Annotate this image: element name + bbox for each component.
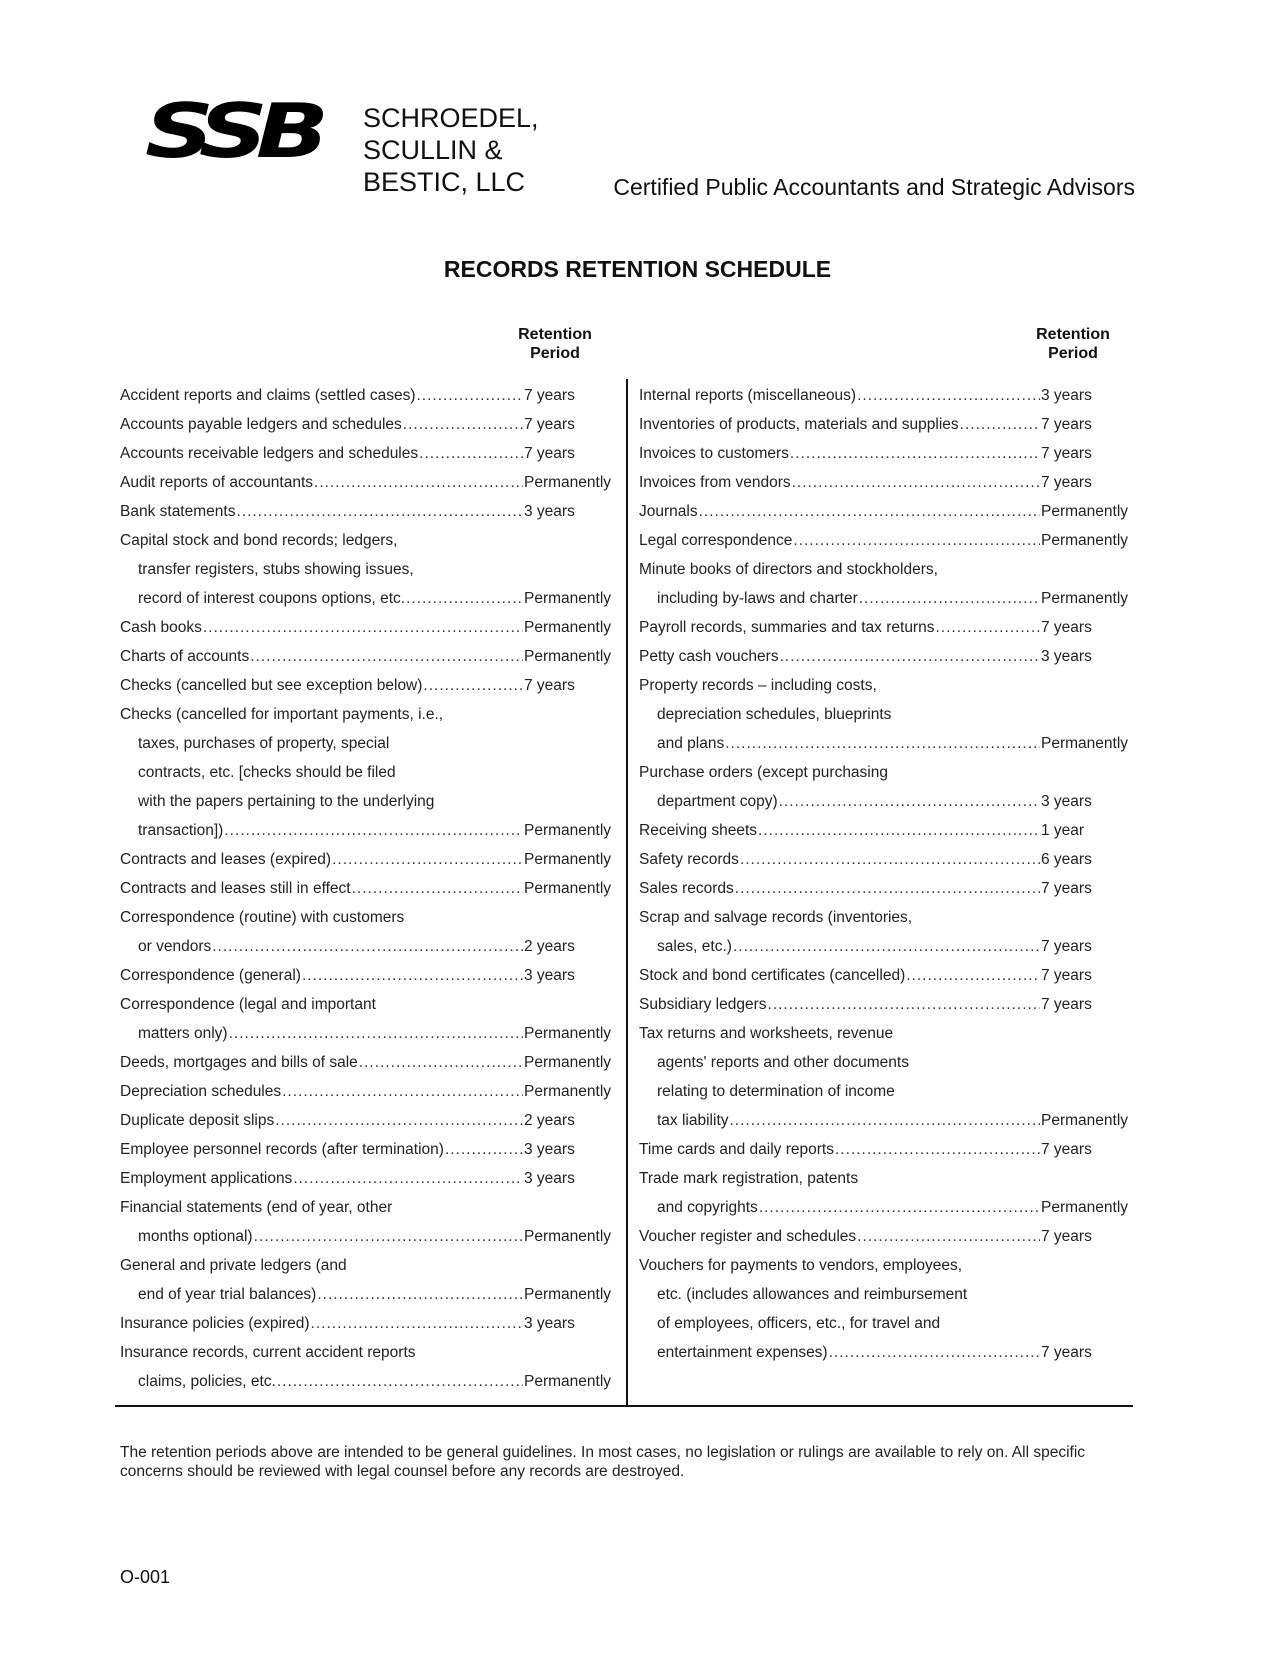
- record-type-label: Scrap and salvage records (inventories,: [639, 909, 913, 926]
- record-type-label: Payroll records, summaries and tax returns: [639, 619, 935, 636]
- record-type-label: transaction]): [138, 822, 224, 839]
- dot-leader: [332, 851, 523, 869]
- dot-leader: [790, 445, 1040, 463]
- firm-name: [363, 102, 563, 198]
- retention-period-value: 3 years: [1041, 648, 1092, 665]
- record-type-label: Sales records: [639, 880, 734, 897]
- record-type-label: Checks (cancelled for important payments, i.e.,: [120, 706, 444, 723]
- firm-tagline: Certified Public Accountants and Strategic Advisors: [613, 174, 1135, 200]
- record-type-label: Contracts and leases (expired): [120, 851, 332, 868]
- record-type-label: end of year trial balances): [138, 1286, 317, 1303]
- record-type-label: Depreciation schedules: [120, 1083, 282, 1100]
- retention-period-value: Permanently: [524, 1373, 612, 1390]
- table-row: [639, 503, 1137, 532]
- dot-leader: [733, 938, 1040, 956]
- retention-period-value: Permanently: [524, 880, 612, 897]
- table-row: [120, 1112, 620, 1141]
- record-type-label: Correspondence (legal and important: [120, 996, 376, 1013]
- table-row: [120, 735, 620, 764]
- retention-period-header-line: Retention: [518, 326, 592, 343]
- document-title: RECORDS RETENTION SCHEDULE: [443, 256, 832, 282]
- dot-leader: [212, 938, 523, 956]
- retention-period-header-line: Retention: [1036, 326, 1110, 343]
- record-type-label: Correspondence (routine) with customers: [120, 909, 405, 926]
- table-row: [120, 793, 620, 822]
- table-row: [120, 851, 620, 880]
- record-type-label: taxes, purchases of property, special: [138, 735, 390, 752]
- dot-leader: [317, 1286, 523, 1304]
- table-row: [639, 822, 1137, 851]
- dot-leader: [293, 1170, 523, 1188]
- table-row: [639, 532, 1137, 561]
- record-type-label: Purchase orders (except purchasing: [639, 764, 888, 781]
- dot-leader: [935, 619, 1040, 637]
- dot-leader: [277, 1373, 523, 1391]
- record-type-label: record of interest coupons options, etc.: [138, 590, 406, 607]
- dot-leader: [829, 1344, 1040, 1362]
- table-row: [120, 1025, 620, 1054]
- firm-name-line: SCULLIN &: [363, 135, 503, 165]
- record-type-label: Invoices to customers: [639, 445, 789, 462]
- table-row: [120, 1344, 620, 1373]
- retention-period-value: 7 years: [1041, 474, 1092, 491]
- dot-leader: [759, 1199, 1040, 1217]
- table-row: [639, 1025, 1137, 1054]
- retention-period-value: 7 years: [1041, 1228, 1092, 1245]
- table-row: [639, 996, 1137, 1025]
- record-type-label: Voucher register and schedules: [639, 1228, 857, 1245]
- dot-leader: [229, 1025, 523, 1043]
- dot-leader: [406, 590, 523, 608]
- firm-name-line: SCHROEDEL,: [363, 103, 539, 133]
- retention-period-value: Permanently: [1041, 735, 1129, 752]
- table-row: [639, 1054, 1137, 1083]
- retention-period-value: 7 years: [1041, 445, 1092, 462]
- table-row: [639, 1286, 1137, 1315]
- table-row: [639, 909, 1137, 938]
- record-type-label: Safety records: [639, 851, 739, 868]
- dot-leader: [236, 503, 523, 521]
- retention-period-value: Permanently: [1041, 590, 1129, 607]
- dot-leader: [793, 532, 1040, 550]
- retention-period-value: 7 years: [524, 416, 575, 433]
- record-type-label: Minute books of directors and stockholders,: [639, 561, 938, 578]
- record-type-label: contracts, etc. [checks should be filed: [138, 764, 396, 781]
- retention-period-value: Permanently: [524, 851, 612, 868]
- dot-leader: [250, 648, 523, 666]
- record-type-label: Employee personnel records (after termination): [120, 1141, 444, 1158]
- retention-period-value: Permanently: [1041, 1199, 1129, 1216]
- record-type-label: Insurance policies (expired): [120, 1315, 310, 1332]
- form-code: O-001: [120, 1567, 171, 1587]
- record-type-label: depreciation schedules, blueprints: [657, 706, 892, 723]
- table-row: [639, 1141, 1137, 1170]
- table-row: [639, 416, 1137, 445]
- record-type-label: Invoices from vendors: [639, 474, 791, 491]
- column-divider: [626, 379, 628, 1407]
- retention-period-value: Permanently: [1041, 1112, 1129, 1129]
- retention-period-value: Permanently: [524, 1286, 612, 1303]
- table-row: [120, 416, 620, 445]
- retention-period-value: 3 years: [524, 503, 575, 520]
- table-row: [120, 880, 620, 909]
- retention-period-value: Permanently: [524, 648, 612, 665]
- retention-period-value: 3 years: [1041, 387, 1092, 404]
- table-row: [120, 1083, 620, 1112]
- record-type-label: Vouchers for payments to vendors, employees,: [639, 1257, 963, 1274]
- retention-period-value: 6 years: [1041, 851, 1092, 868]
- table-row: [639, 445, 1137, 474]
- record-type-label: Correspondence (general): [120, 967, 301, 984]
- dot-leader: [311, 1315, 523, 1333]
- retention-period-header-line: Period: [530, 345, 580, 362]
- dot-leader: [403, 416, 523, 434]
- retention-period-header-right: [1013, 325, 1133, 363]
- retention-period-value: 7 years: [524, 387, 575, 404]
- retention-period-value: 2 years: [524, 1112, 575, 1129]
- table-row: [120, 1199, 620, 1228]
- dot-leader: [352, 880, 523, 898]
- record-type-label: Tax returns and worksheets, revenue: [639, 1025, 894, 1042]
- retention-period-value: Permanently: [524, 474, 612, 491]
- record-type-label: tax liability: [657, 1112, 729, 1129]
- retention-period-value: Permanently: [524, 1083, 612, 1100]
- dot-leader: [857, 1228, 1040, 1246]
- record-type-label: Insurance records, current accident reports: [120, 1344, 416, 1361]
- table-row: [639, 561, 1137, 590]
- table-row: [639, 793, 1137, 822]
- dot-leader: [282, 1083, 523, 1101]
- table-row: [120, 706, 620, 735]
- table-row: [120, 561, 620, 590]
- record-type-label: agents' reports and other documents: [657, 1054, 909, 1071]
- retention-period-value: Permanently: [524, 1054, 612, 1071]
- retention-period-value: 3 years: [524, 1315, 575, 1332]
- retention-period-value: 3 years: [524, 967, 575, 984]
- dot-leader: [416, 387, 523, 405]
- record-type-label: months optional): [138, 1228, 253, 1245]
- table-row: [639, 764, 1137, 793]
- table-row: [120, 677, 620, 706]
- table-row: [120, 445, 620, 474]
- record-type-label: Charts of accounts: [120, 648, 250, 665]
- record-type-label: Bank statements: [120, 503, 236, 520]
- record-type-label: Capital stock and bond records; ledgers,: [120, 532, 398, 549]
- record-type-label: Stock and bond certificates (cancelled): [639, 967, 906, 984]
- table-row: [120, 590, 620, 619]
- retention-period-value: 2 years: [524, 938, 575, 955]
- record-type-label: Accounts payable ledgers and schedules: [120, 416, 402, 433]
- retention-period-value: 7 years: [1041, 880, 1092, 897]
- record-type-label: Property records – including costs,: [639, 677, 877, 694]
- table-row: [639, 1083, 1137, 1112]
- record-type-label: Time cards and daily reports: [639, 1141, 834, 1158]
- record-type-label: Journals: [639, 503, 698, 520]
- table-row: [120, 1170, 620, 1199]
- logo-mark: SSB: [145, 87, 318, 176]
- record-type-label: Inventories of products, materials and supplies: [639, 416, 959, 433]
- table-row: [639, 880, 1137, 909]
- table-row: [639, 648, 1137, 677]
- table-row: [639, 1257, 1137, 1286]
- retention-period-header-left: [495, 325, 615, 363]
- table-row: [639, 735, 1137, 764]
- table-row: [639, 706, 1137, 735]
- table-row: [120, 1373, 620, 1402]
- retention-period-value: 7 years: [524, 445, 575, 462]
- dot-leader: [740, 851, 1040, 869]
- record-type-label: Financial statements (end of year, other: [120, 1199, 393, 1216]
- record-type-label: Subsidiary ledgers: [639, 996, 767, 1013]
- dot-leader: [792, 474, 1040, 492]
- dot-leader: [768, 996, 1040, 1014]
- retention-period-value: Permanently: [524, 1228, 612, 1245]
- retention-table: [115, 387, 1133, 1407]
- table-row: [639, 619, 1137, 648]
- table-row: [120, 1054, 620, 1083]
- retention-period-value: 7 years: [1041, 938, 1092, 955]
- retention-period-value: 7 years: [1041, 619, 1092, 636]
- record-type-label: Deeds, mortgages and bills of sale: [120, 1054, 358, 1071]
- retention-period-value: 7 years: [1041, 416, 1092, 433]
- right-column: [639, 387, 1137, 1373]
- dot-leader: [275, 1112, 523, 1130]
- dot-leader: [859, 590, 1040, 608]
- dot-leader: [419, 445, 523, 463]
- dot-leader: [835, 1141, 1040, 1159]
- table-row: [120, 967, 620, 996]
- retention-period-value: 3 years: [524, 1141, 575, 1158]
- retention-period-value: 3 years: [1041, 793, 1092, 810]
- dot-leader: [203, 619, 523, 637]
- table-row: [120, 387, 620, 416]
- record-type-label: of employees, officers, etc., for travel and: [657, 1315, 941, 1332]
- table-row: [120, 938, 620, 967]
- table-row: [120, 1141, 620, 1170]
- dot-leader: [359, 1054, 523, 1072]
- retention-period-value: Permanently: [1041, 503, 1129, 520]
- table-row: [120, 474, 620, 503]
- table-row: [120, 909, 620, 938]
- table-row: [639, 938, 1137, 967]
- table-row: [639, 1170, 1137, 1199]
- record-type-label: etc. (includes allowances and reimbursement: [657, 1286, 968, 1303]
- record-type-label: Checks (cancelled but see exception below): [120, 677, 423, 694]
- footnote: The retention periods above are intended to be general guidelines. In most cases, no legislation or rulings are available to rely on. All specific concerns should be reviewed with legal counsel before any records are destroyed.: [120, 1444, 1086, 1480]
- dot-leader: [445, 1141, 523, 1159]
- dot-leader: [906, 967, 1040, 985]
- table-row: [120, 1286, 620, 1315]
- record-type-label: Accounts receivable ledgers and schedules: [120, 445, 419, 462]
- retention-period-value: Permanently: [1041, 532, 1129, 549]
- table-row: [639, 851, 1137, 880]
- table-row: [639, 1344, 1137, 1373]
- dot-leader: [780, 648, 1040, 666]
- table-row: [120, 648, 620, 677]
- table-row: [639, 387, 1137, 416]
- record-type-label: claims, policies, etc.: [138, 1373, 276, 1390]
- table-row: [639, 677, 1137, 706]
- record-type-label: with the papers pertaining to the underlying: [138, 793, 435, 810]
- dot-leader: [960, 416, 1040, 434]
- table-row: [120, 532, 620, 561]
- table-row: [120, 764, 620, 793]
- dot-leader: [857, 387, 1040, 405]
- dot-leader: [735, 880, 1040, 898]
- record-type-label: relating to determination of income: [657, 1083, 895, 1100]
- table-row: [639, 590, 1137, 619]
- table-row: [120, 996, 620, 1025]
- retention-period-value: Permanently: [524, 590, 612, 607]
- record-type-label: including by-laws and charter: [657, 590, 858, 607]
- record-type-label: or vendors: [138, 938, 212, 955]
- retention-period-value: 7 years: [1041, 967, 1092, 984]
- record-type-label: Contracts and leases still in effect: [120, 880, 351, 897]
- firm-name-line: BESTIC, LLC: [363, 167, 526, 197]
- record-type-label: matters only): [138, 1025, 228, 1042]
- record-type-label: Cash books: [120, 619, 202, 636]
- record-type-label: Employment applications: [120, 1170, 293, 1187]
- record-type-label: sales, etc.): [657, 938, 732, 955]
- table-row: [120, 1315, 620, 1344]
- table-row: [120, 503, 620, 532]
- record-type-label: Internal reports (miscellaneous): [639, 387, 857, 404]
- record-type-label: and copyrights: [657, 1199, 758, 1216]
- retention-period-value: 7 years: [1041, 996, 1092, 1013]
- bottom-rule: [115, 1405, 1133, 1407]
- record-type-label: Accident reports and claims (settled cases): [120, 387, 416, 404]
- dot-leader: [224, 822, 523, 840]
- retention-period-value: 1 year: [1041, 822, 1085, 839]
- record-type-label: department copy): [657, 793, 778, 810]
- retention-period-value: Permanently: [524, 822, 612, 839]
- retention-period-value: 3 years: [524, 1170, 575, 1187]
- record-type-label: Receiving sheets: [639, 822, 758, 839]
- record-type-label: and plans: [657, 735, 725, 752]
- retention-period-header-line: Period: [1048, 345, 1098, 362]
- table-row: [639, 967, 1137, 996]
- dot-leader: [314, 474, 523, 492]
- table-row: [120, 822, 620, 851]
- dot-leader: [725, 735, 1040, 753]
- record-type-label: Duplicate deposit slips: [120, 1112, 275, 1129]
- record-type-label: Audit reports of accountants: [120, 474, 314, 491]
- table-row: [120, 619, 620, 648]
- retention-period-value: 7 years: [1041, 1344, 1092, 1361]
- record-type-label: General and private ledgers (and: [120, 1257, 347, 1274]
- dot-leader: [302, 967, 523, 985]
- table-row: [120, 1228, 620, 1257]
- retention-period-value: Permanently: [524, 619, 612, 636]
- record-type-label: Legal correspondence: [639, 532, 793, 549]
- table-row: [639, 1112, 1137, 1141]
- table-row: [639, 1228, 1137, 1257]
- table-row: [639, 474, 1137, 503]
- left-column: [120, 387, 620, 1402]
- dot-leader: [423, 677, 523, 695]
- record-type-label: entertainment expenses): [657, 1344, 828, 1361]
- table-row: [639, 1315, 1137, 1344]
- record-type-label: transfer registers, stubs showing issues,: [138, 561, 414, 578]
- retention-period-value: 7 years: [524, 677, 575, 694]
- dot-leader: [758, 822, 1040, 840]
- table-row: [639, 1199, 1137, 1228]
- retention-period-value: 7 years: [1041, 1141, 1092, 1158]
- table-row: [120, 1257, 620, 1286]
- record-type-label: Trade mark registration, patents: [639, 1170, 859, 1187]
- record-type-label: Petty cash vouchers: [639, 648, 779, 665]
- dot-leader: [779, 793, 1040, 811]
- dot-leader: [730, 1112, 1041, 1130]
- retention-period-value: Permanently: [524, 1025, 612, 1042]
- dot-leader: [254, 1228, 523, 1246]
- dot-leader: [699, 503, 1040, 521]
